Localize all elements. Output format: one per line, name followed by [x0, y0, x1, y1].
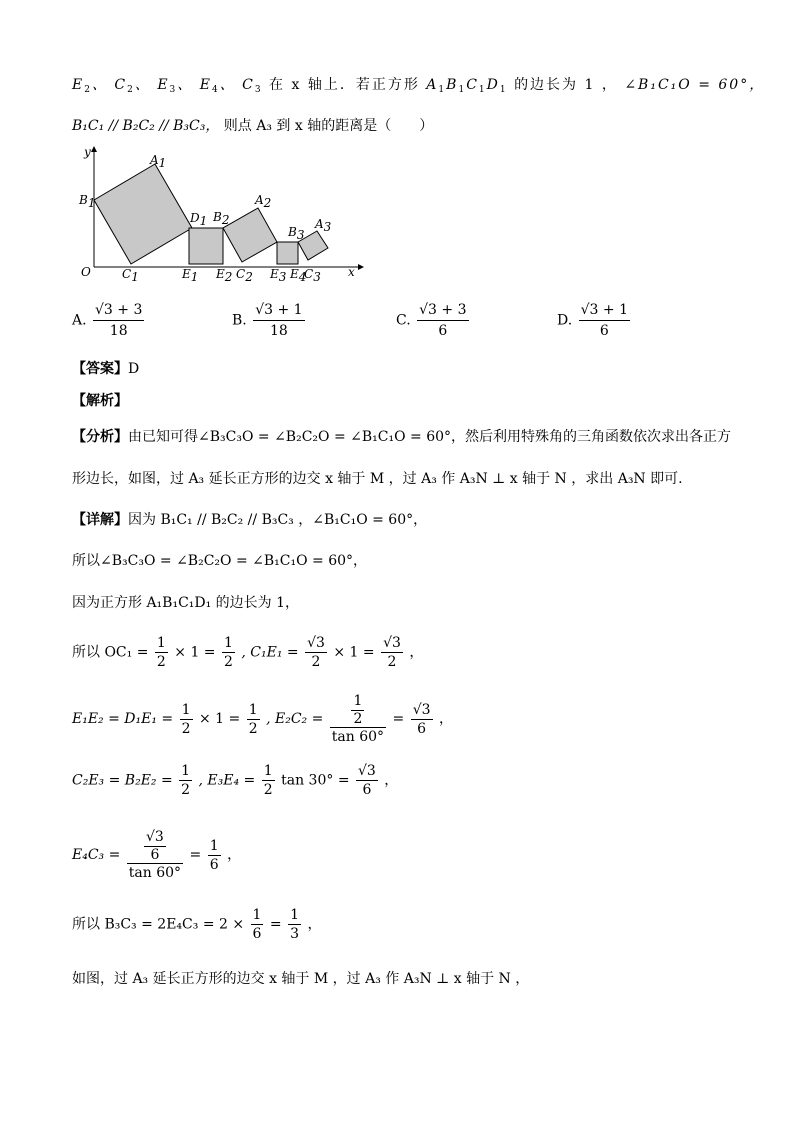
- intro-line-1: $E_2$、 $C_2$、 $E_3$、 $E_4$、 $C_3$ 在 x 轴上．若正方形 $A_1B_1C_1D_1$ 的边长为 1 ， ∠B₁C₁O = 60°，: [72, 77, 766, 95]
- svg-text:B3: B3: [288, 225, 305, 242]
- svg-text:E1: E1: [182, 267, 199, 282]
- svg-text:B2: B2: [213, 210, 230, 227]
- xiangjie-line-1: 【详解】因为 B₁C₁ // B₂C₂ // B₃C₃ ，∠B₁C₁O = 60°，: [72, 512, 428, 528]
- answer-value: D: [128, 361, 140, 377]
- svg-text:E3: E3: [270, 267, 287, 282]
- svg-text:O: O: [81, 265, 91, 279]
- xiangjie-line-4: 所以 OC₁ = $\frac{1}{2}$ × 1 = $\frac{1}{2}$ , C₁E₁ = $\frac{√3}{2}$ × 1 = $\frac{√3}{2}$ ，: [72, 635, 424, 670]
- svg-text:C1: C1: [122, 267, 139, 282]
- svg-text:x: x: [348, 265, 355, 279]
- svg-text:B1: B1: [79, 193, 96, 210]
- xiangjie-line-8: 所以 B₃C₃ = 2E₄C₃ = 2 × $\frac{1}{6}$ = $\frac{1}{3}$ ，: [72, 907, 322, 942]
- svg-text:D1: D1: [190, 211, 208, 228]
- fenxi-line-2: 形边长，如图，过 A₃ 延长正方形的边交 x 轴于 M ，过 A₃ 作 A₃N ⊥ x 轴于 N ，求出 A₃N 即可.: [72, 471, 683, 487]
- svg-text:A1: A1: [150, 153, 167, 170]
- square-b3e3e4: [277, 242, 298, 264]
- xiangjie-line-2: 所以∠B₃C₃O = ∠B₂C₂O = ∠B₁C₁O = 60°，: [72, 553, 368, 569]
- on-x-axis-text: 在 x 轴上．若正方形: [269, 77, 420, 93]
- choice-b: B. $\frac{√3 + 1}{18}$: [232, 302, 303, 339]
- svg-text:E2: E2: [216, 267, 233, 282]
- answer-tag: 【答案】: [72, 361, 128, 377]
- svg-text:E4: E4: [290, 267, 307, 282]
- xiangjie-line-3: 因为正方形 A₁B₁C₁D₁ 的边长为 1，: [72, 595, 300, 611]
- xiangjie-line-6: C₂E₃ = B₂E₂ = $\frac{1}{2}$ , E₃E₄ = $\frac{1}{2}$ tan 30° = $\frac{√3}{6}$ ，: [72, 763, 399, 798]
- svg-text:A2: A2: [255, 193, 272, 210]
- question-text: 则点 A₃ 到 x 轴的距离是（ ）: [223, 118, 434, 134]
- svg-text:C3: C3: [304, 267, 321, 282]
- fenxi-line-1: 【分析】由已知可得∠B₃C₃O = ∠B₂C₂O = ∠B₁C₁O = 60°，然后利用特殊角的三角函数依次求出各正方: [72, 429, 732, 445]
- choice-d: D. $\frac{√3 + 1}{6}$: [557, 302, 629, 339]
- xiangjie-line-7: E₄C₃ = $\frac{\frac{√3}{6}}{\tan 60^\circ}$ = $\frac{1}{6}$ ，: [72, 829, 242, 881]
- choice-c: C. $\frac{√3 + 3}{6}$: [396, 302, 467, 339]
- square-a2b2c2: [223, 208, 277, 262]
- square-d1e1e2b2: [189, 228, 223, 264]
- parallel-text: B₁C₁ // B₂C₂ // B₃C₃，: [72, 118, 220, 134]
- svg-text:C2: C2: [236, 267, 253, 282]
- svg-text:y: y: [84, 145, 91, 159]
- xiangjie-line-9: 如图，过 A₃ 延长正方形的边交 x 轴于 M ，过 A₃ 作 A₃N ⊥ x 轴于 N ，: [72, 971, 530, 987]
- svg-text:A3: A3: [315, 217, 332, 234]
- angle-text: ∠B₁C₁O = 60°，: [624, 77, 766, 93]
- intro-line-2: [72, 115, 433, 135]
- square-a1b1c1d1: [94, 164, 192, 264]
- analysis-tag: 【解析】: [72, 393, 128, 409]
- answer-line: [72, 358, 139, 378]
- choice-a: A. $\frac{√3 + 3}{18}$: [72, 302, 143, 339]
- xiangjie-line-5: E₁E₂ = D₁E₁ = $\frac{1}{2}$ × 1 = $\frac{1}{2}$ , E₂C₂ = $\frac{\frac{1}{2}}{\tan 60^\circ}$ = $\frac{√3}{6}$ ，: [72, 693, 453, 745]
- squares-figure: [72, 142, 372, 282]
- side-length-text: 的边长为 1 ，: [514, 77, 618, 93]
